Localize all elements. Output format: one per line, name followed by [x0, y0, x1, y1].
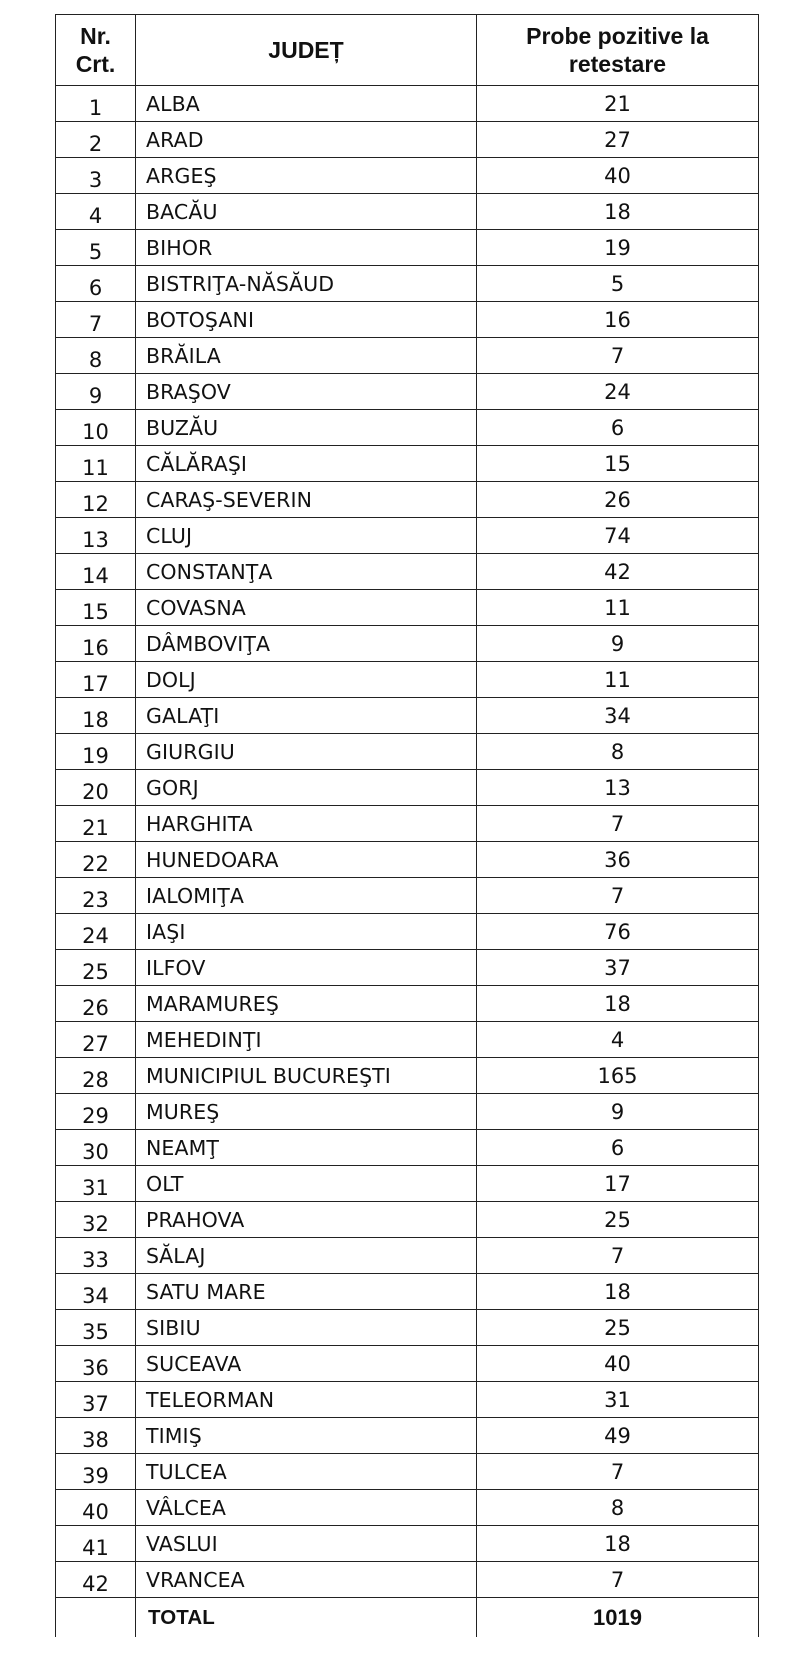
row-number: 18	[56, 698, 136, 734]
table-row	[56, 1526, 759, 1562]
row-number: 32	[56, 1202, 136, 1238]
row-number: 17	[56, 662, 136, 698]
row-number: 3	[56, 158, 136, 194]
table-row	[56, 950, 759, 986]
row-number: 21	[56, 806, 136, 842]
table-row	[56, 734, 759, 770]
row-number: 12	[56, 482, 136, 518]
positive-count: 18	[477, 194, 759, 230]
table-row	[56, 1202, 759, 1238]
county-name: HUNEDOARA	[136, 842, 477, 878]
row-number: 4	[56, 194, 136, 230]
table-row	[56, 914, 759, 950]
positive-count: 27	[477, 122, 759, 158]
row-number: 23	[56, 878, 136, 914]
row-number: 28	[56, 1058, 136, 1094]
table-row	[56, 1130, 759, 1166]
table-row	[56, 806, 759, 842]
row-number: 31	[56, 1166, 136, 1202]
positive-count: 7	[477, 1562, 759, 1598]
table-row	[56, 1166, 759, 1202]
positive-count: 4	[477, 1022, 759, 1058]
county-name: MEHEDINŢI	[136, 1022, 477, 1058]
total-nr-cell	[56, 1598, 136, 1638]
table-row	[56, 1382, 759, 1418]
positive-count: 9	[477, 626, 759, 662]
header-nr-crt	[56, 15, 136, 86]
table-row	[56, 626, 759, 662]
row-number: 34	[56, 1274, 136, 1310]
row-number: 5	[56, 230, 136, 266]
row-number: 26	[56, 986, 136, 1022]
positive-count: 37	[477, 950, 759, 986]
row-number: 6	[56, 266, 136, 302]
row-number: 24	[56, 914, 136, 950]
county-name: MARAMUREŞ	[136, 986, 477, 1022]
county-name: IALOMIŢA	[136, 878, 477, 914]
county-name: CONSTANŢA	[136, 554, 477, 590]
row-number: 14	[56, 554, 136, 590]
positive-count: 13	[477, 770, 759, 806]
positive-count: 25	[477, 1310, 759, 1346]
positive-count: 16	[477, 302, 759, 338]
row-number: 9	[56, 374, 136, 410]
table-row	[56, 590, 759, 626]
positive-count: 34	[477, 698, 759, 734]
row-number: 2	[56, 122, 136, 158]
header-nr-crt-label: Nr. Crt.	[75, 23, 116, 77]
positive-count: 31	[477, 1382, 759, 1418]
positive-count: 11	[477, 662, 759, 698]
table-body	[56, 86, 759, 1598]
county-name: SĂLAJ	[136, 1238, 477, 1274]
positive-count: 6	[477, 410, 759, 446]
table-row	[56, 158, 759, 194]
table-row	[56, 1346, 759, 1382]
county-name: VASLUI	[136, 1526, 477, 1562]
table-row	[56, 482, 759, 518]
county-name: NEAMŢ	[136, 1130, 477, 1166]
row-number: 15	[56, 590, 136, 626]
positive-count: 26	[477, 482, 759, 518]
county-name: BACĂU	[136, 194, 477, 230]
table-row	[56, 698, 759, 734]
row-number: 22	[56, 842, 136, 878]
row-number: 16	[56, 626, 136, 662]
header-probe-pozitive-label: Probe pozitive la retestare	[526, 23, 709, 77]
table-row	[56, 86, 759, 122]
county-name: BUZĂU	[136, 410, 477, 446]
positive-count: 7	[477, 338, 759, 374]
county-name: VÂLCEA	[136, 1490, 477, 1526]
row-number: 37	[56, 1382, 136, 1418]
total-label: TOTAL	[136, 1598, 477, 1638]
table-row	[56, 842, 759, 878]
county-name: HARGHITA	[136, 806, 477, 842]
positive-count: 40	[477, 158, 759, 194]
positive-count: 18	[477, 1526, 759, 1562]
header-judet-label: JUDEȚ	[268, 37, 344, 63]
county-name: GALAŢI	[136, 698, 477, 734]
table-row	[56, 1094, 759, 1130]
county-name: MUNICIPIUL BUCUREŞTI	[136, 1058, 477, 1094]
county-name: COVASNA	[136, 590, 477, 626]
table-row	[56, 662, 759, 698]
table-row	[56, 986, 759, 1022]
county-name: TELEORMAN	[136, 1382, 477, 1418]
county-name: ARAD	[136, 122, 477, 158]
county-name: PRAHOVA	[136, 1202, 477, 1238]
table-row	[56, 230, 759, 266]
row-number: 27	[56, 1022, 136, 1058]
row-number: 38	[56, 1418, 136, 1454]
table-row	[56, 302, 759, 338]
table-row	[56, 1310, 759, 1346]
county-name: BRAŞOV	[136, 374, 477, 410]
table-row	[56, 266, 759, 302]
row-number: 19	[56, 734, 136, 770]
table-row	[56, 770, 759, 806]
row-number: 42	[56, 1562, 136, 1598]
row-number: 35	[56, 1310, 136, 1346]
positive-count: 8	[477, 1490, 759, 1526]
table-row	[56, 1058, 759, 1094]
positive-count: 18	[477, 1274, 759, 1310]
positive-count: 74	[477, 518, 759, 554]
county-name: VRANCEA	[136, 1562, 477, 1598]
county-name: TIMIŞ	[136, 1418, 477, 1454]
row-number: 13	[56, 518, 136, 554]
table-row	[56, 410, 759, 446]
positive-count: 7	[477, 878, 759, 914]
table-row	[56, 878, 759, 914]
positive-count: 36	[477, 842, 759, 878]
county-name: CLUJ	[136, 518, 477, 554]
table-row	[56, 554, 759, 590]
table-row	[56, 446, 759, 482]
table-wrapper	[55, 14, 758, 1637]
row-number: 30	[56, 1130, 136, 1166]
county-name: GIURGIU	[136, 734, 477, 770]
positive-count: 15	[477, 446, 759, 482]
table-row	[56, 518, 759, 554]
row-number: 33	[56, 1238, 136, 1274]
positive-count: 7	[477, 806, 759, 842]
row-number: 41	[56, 1526, 136, 1562]
positive-count: 76	[477, 914, 759, 950]
total-row	[56, 1598, 759, 1638]
positive-count: 25	[477, 1202, 759, 1238]
table-row	[56, 1418, 759, 1454]
county-name: CARAŞ-SEVERIN	[136, 482, 477, 518]
row-number: 29	[56, 1094, 136, 1130]
positive-count: 18	[477, 986, 759, 1022]
positive-retests-table	[55, 14, 759, 1637]
county-name: IAŞI	[136, 914, 477, 950]
positive-count: 42	[477, 554, 759, 590]
county-name: ARGEŞ	[136, 158, 477, 194]
county-name: ILFOV	[136, 950, 477, 986]
row-number: 8	[56, 338, 136, 374]
county-name: BISTRIŢA-NĂSĂUD	[136, 266, 477, 302]
table-row	[56, 1562, 759, 1598]
table-row	[56, 1022, 759, 1058]
positive-count: 21	[477, 86, 759, 122]
table-row	[56, 1490, 759, 1526]
table-row	[56, 194, 759, 230]
table-row	[56, 338, 759, 374]
county-name: SIBIU	[136, 1310, 477, 1346]
total-value: 1019	[477, 1598, 759, 1638]
header-probe-pozitive	[477, 15, 759, 86]
county-name: DÂMBOVIŢA	[136, 626, 477, 662]
county-name: BIHOR	[136, 230, 477, 266]
county-name: DOLJ	[136, 662, 477, 698]
positive-count: 8	[477, 734, 759, 770]
row-number: 20	[56, 770, 136, 806]
positive-count: 17	[477, 1166, 759, 1202]
table-row	[56, 374, 759, 410]
positive-count: 49	[477, 1418, 759, 1454]
table-row	[56, 1454, 759, 1490]
positive-count: 5	[477, 266, 759, 302]
positive-count: 7	[477, 1454, 759, 1490]
table-row	[56, 1238, 759, 1274]
positive-count: 9	[477, 1094, 759, 1130]
positive-count: 11	[477, 590, 759, 626]
row-number: 10	[56, 410, 136, 446]
row-number: 40	[56, 1490, 136, 1526]
header-row	[56, 15, 759, 86]
row-number: 11	[56, 446, 136, 482]
county-name: TULCEA	[136, 1454, 477, 1490]
county-name: BOTOŞANI	[136, 302, 477, 338]
county-name: OLT	[136, 1166, 477, 1202]
row-number: 1	[56, 86, 136, 122]
county-name: MUREŞ	[136, 1094, 477, 1130]
county-name: GORJ	[136, 770, 477, 806]
row-number: 25	[56, 950, 136, 986]
row-number: 39	[56, 1454, 136, 1490]
table-row	[56, 1274, 759, 1310]
county-name: BRĂILA	[136, 338, 477, 374]
row-number: 36	[56, 1346, 136, 1382]
positive-count: 19	[477, 230, 759, 266]
county-name: CĂLĂRAŞI	[136, 446, 477, 482]
county-name: ALBA	[136, 86, 477, 122]
positive-count: 24	[477, 374, 759, 410]
positive-count: 40	[477, 1346, 759, 1382]
header-judet	[136, 15, 477, 86]
row-number: 7	[56, 302, 136, 338]
county-name: SUCEAVA	[136, 1346, 477, 1382]
positive-count: 6	[477, 1130, 759, 1166]
county-name: SATU MARE	[136, 1274, 477, 1310]
positive-count: 165	[477, 1058, 759, 1094]
table-row	[56, 122, 759, 158]
positive-count: 7	[477, 1238, 759, 1274]
